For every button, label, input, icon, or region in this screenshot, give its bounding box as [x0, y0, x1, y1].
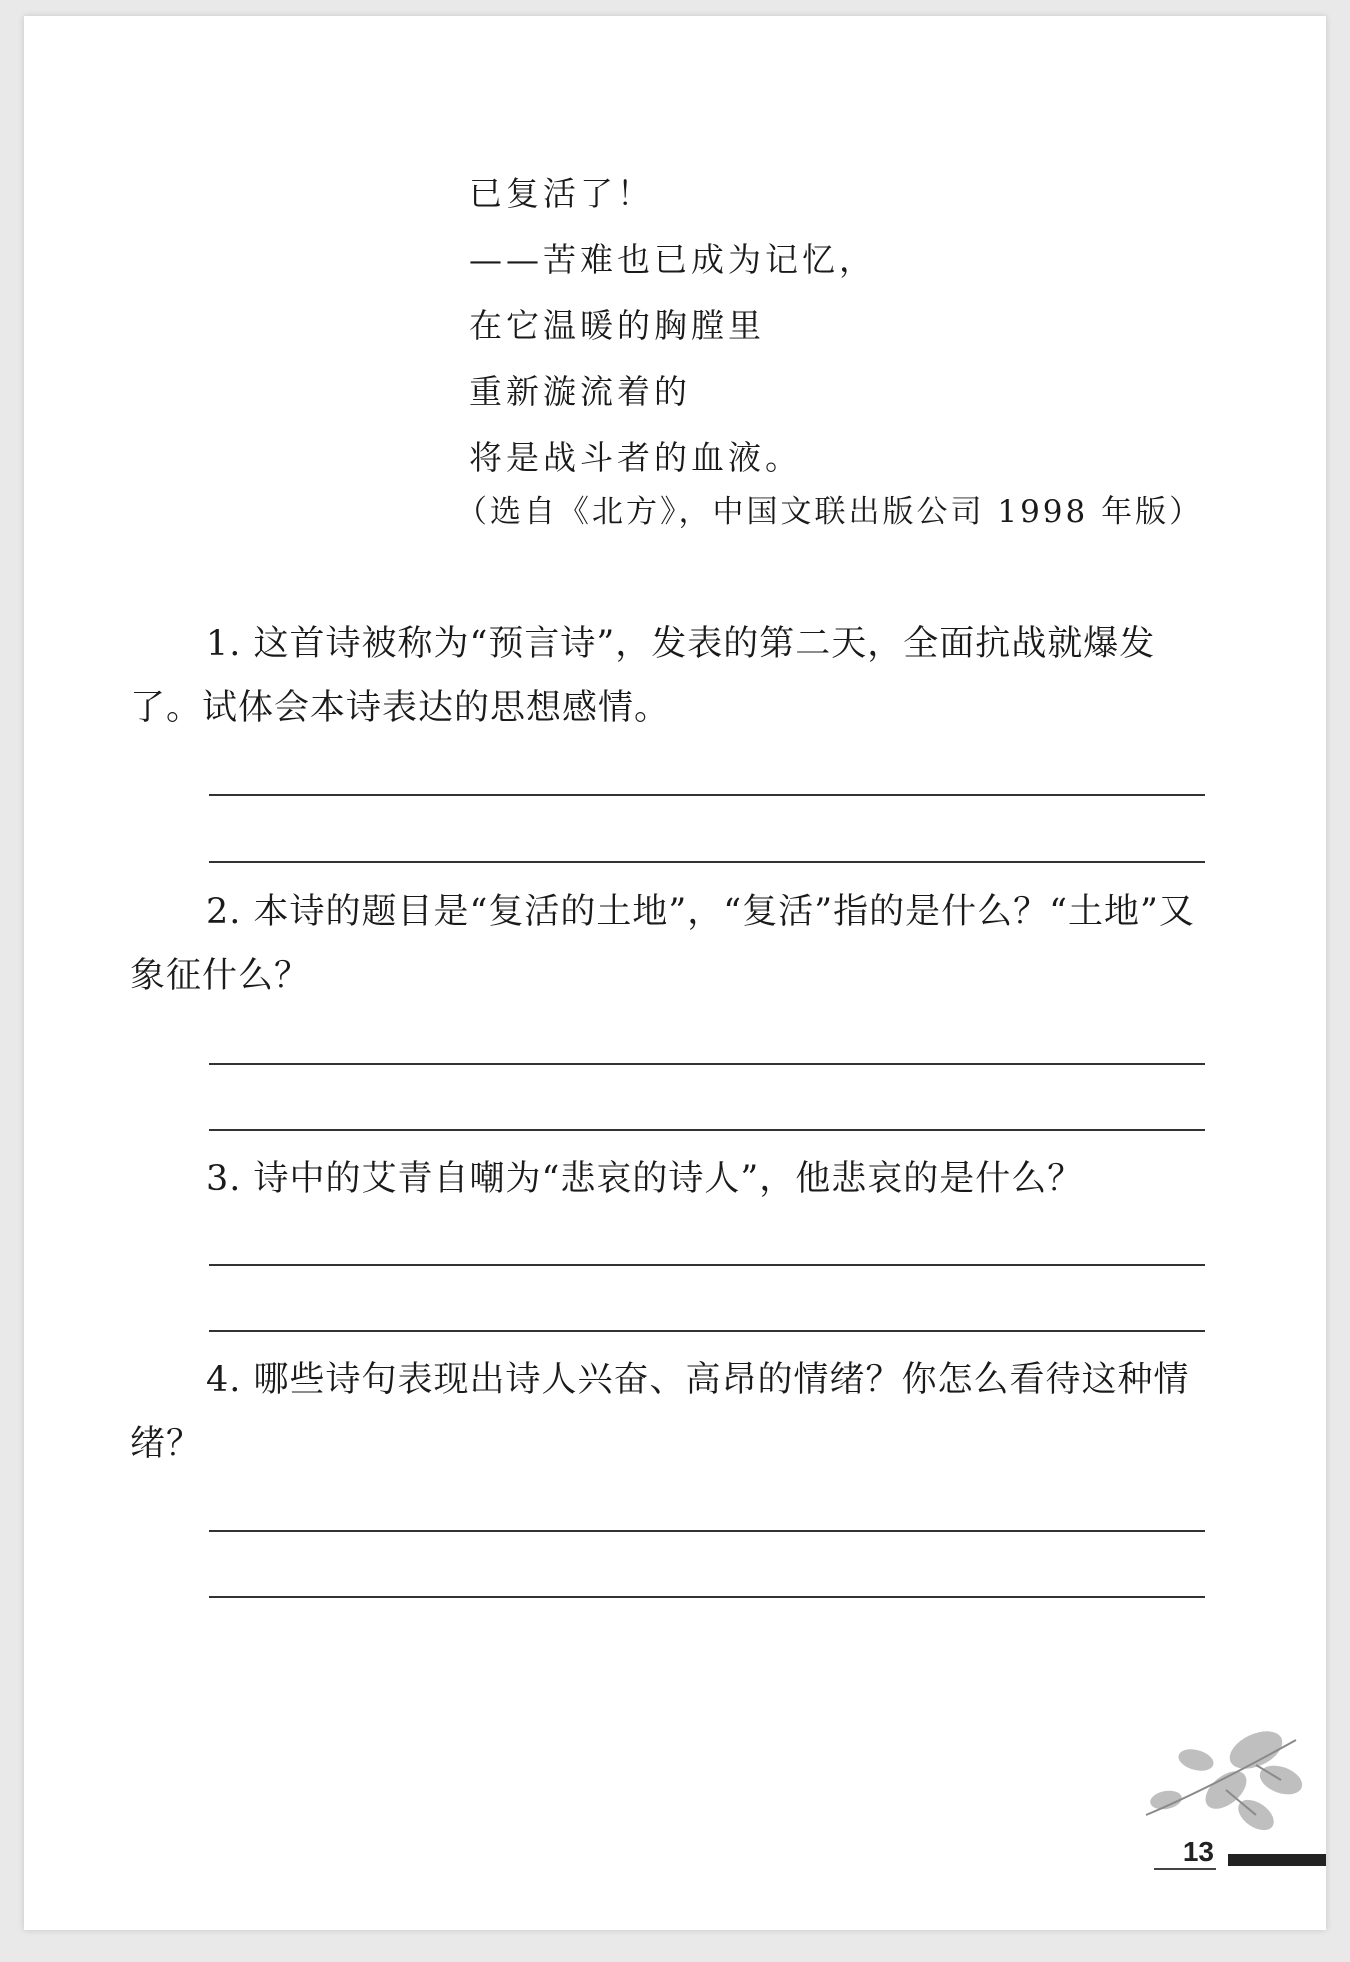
footer-bar: [1228, 1854, 1326, 1866]
answer-line[interactable]: [209, 1264, 1205, 1266]
answer-line[interactable]: [209, 1530, 1205, 1532]
poem-line: 已复活了！: [469, 174, 654, 213]
poem-excerpt: [469, 161, 1229, 491]
question-1: 1. 这首诗被称为“预言诗”，发表的第二天，全面抗战就爆发了。试体会本诗表达的思想感情。: [130, 624, 1156, 728]
answer-line[interactable]: [209, 1596, 1205, 1598]
poem-line: 重新漩流着的: [469, 372, 691, 411]
question-4: 4. 哪些诗句表现出诗人兴奋、高昂的情绪？你怎么看待这种情绪？: [130, 1360, 1190, 1464]
poem-line: 在它温暖的胸膛里: [469, 306, 765, 345]
page-number: 13: [1182, 1836, 1214, 1867]
question-3: 3. 诗中的艾青自嘲为“悲哀的诗人”，他悲哀的是什么？: [206, 1159, 1084, 1199]
poem-line: ——苦难也已成为记忆，: [469, 240, 876, 279]
answer-line[interactable]: [209, 861, 1205, 863]
footer-rule: [1154, 1868, 1216, 1870]
answer-line[interactable]: [209, 1129, 1205, 1131]
poem-line: 将是战斗者的血液。: [469, 438, 802, 477]
answer-line[interactable]: [209, 1330, 1205, 1332]
textbook-page: [24, 16, 1326, 1930]
question-2: 2. 本诗的题目是“复活的土地”，“复活”指的是什么？“土地”又象征什么？: [130, 892, 1195, 996]
answer-line[interactable]: [209, 794, 1205, 796]
answer-line[interactable]: [209, 1063, 1205, 1065]
poem-source: （选自《北方》，中国文联出版公司 1998 年版）: [456, 494, 1204, 530]
leaf-decoration-icon: [1136, 1720, 1306, 1840]
